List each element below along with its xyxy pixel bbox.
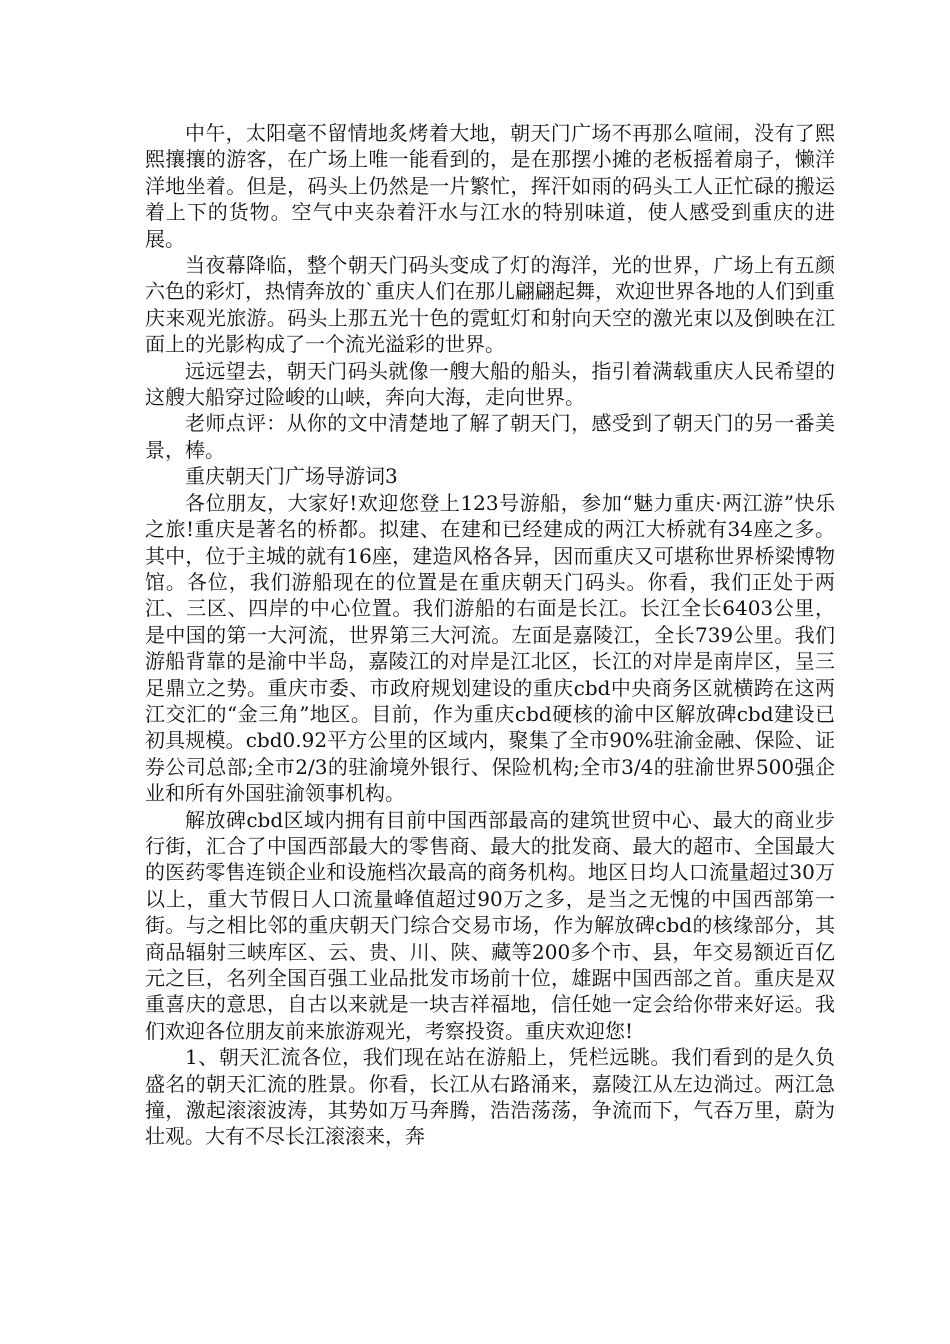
paragraph-noon: 中午，太阳毫不留情地炙烤着大地，朝天门广场不再那么喧闹，没有了熙熙攘攘的游客，在广场上唯一能看到的，是在那摆小摊的老板摇着扇子，懒洋洋地坐着。但是，码头上仍然是一片繁忙，挥汗如雨的码头工人正忙碌的搬运着上下的货物。空气中夹杂着汗水与江水的特别味道，使人感受到重庆的进展。	[145, 121, 835, 251]
paragraph-jiefangbei: 解放碑cbd区域内拥有目前中国西部最高的建筑世贸中心、最大的商业步行街，汇合了中国西部最大的零售商、最大的批发商、最大的超市、全国最大的医药零售连锁企业和设施档次最高的商务机构。地区日均人口流量超过30万以上，重大节假日人口流量峰值超过90万之多，是当之无愧的中国西部第一街。与之相比邻的重庆朝天门综合交易市场，作为解放碑cbd的核缘部分，其商品辐射三峡库区、云、贵、川、陕、藏等200多个市、县，年交易额近百亿元之巨，名列全国百强工业品批发市场前十位，雄踞中国西部之首。重庆是双重喜庆的意思，自古以来就是一块吉祥福地，信任她一定会给你带来好运。我们欢迎各位朋友前来旅游观光，考察投资。重庆欢迎您!	[145, 807, 835, 1043]
paragraph-distance: 远远望去，朝天门码头就像一艘大船的船头，指引着满载重庆人民希望的这艘大船穿过险峻的山峡，奔向大海，走向世界。	[145, 358, 835, 410]
paragraph-night: 当夜幕降临，整个朝天门码头变成了灯的海洋，光的世界，广场上有五颜六色的彩灯，热情奔放的`重庆人们在那儿翩翩起舞，欢迎世界各地的人们到重庆来观光旅游。码头上那五光十色的霓虹灯和射向天空的激光束以及倒映在江面上的光影构成了一个流光溢彩的世界。	[145, 253, 835, 357]
paragraph-chaotian-confluence: 1、朝天汇流各位，我们现在站在游船上，凭栏远眺。我们看到的是久负盛名的朝天汇流的胜景。你看，长江从右路涌来，嘉陵江从左边淌过。两江急撞，激起滚滚波涛，其势如万马奔腾，浩浩荡荡，争流而下，气吞万里，蔚为壮观。大有不尽长江滚滚来，奔	[145, 1045, 835, 1149]
document-page	[145, 120, 835, 1150]
section-heading: 重庆朝天门广场导游词3	[185, 464, 398, 489]
paragraph-teacher-comment: 老师点评：从你的文中清楚地了解了朝天门，感受到了朝天门的另一番美景，棒。	[145, 411, 835, 462]
paragraph-welcome: 各位朋友，大家好!欢迎您登上123号游船，参加“魅力重庆·两江游”快乐之旅!重庆是著名的桥都。拟建、在建和已经建成的两江大桥就有34座之多。其中，位于主城的就有16座，建造风格各异，因而重庆又可堪称世界桥梁博物馆。各位，我们游船现在的位置是在重庆朝天门码头。你看，我们正处于两江、三区、四岸的中心位置。我们游船的右面是长江。长江全长6403公里，是中国的第一大河流，世界第三大河流。左面是嘉陵江，全长739公里。我们游船背靠的是渝中半岛，嘉陵江的对岸是江北区，长江的对岸是南岸区，呈三足鼎立之势。重庆市委、市政府规划建设的重庆cbd中央商务区就横跨在这两江交汇的“金三角”地区。目前，作为重庆cbd硬核的渝中区解放碑cbd建设已初具规模。cbd0.92平方公里的区域内，聚集了全市90%驻渝金融、保险、证券公司总部;全市2/3的驻渝境外银行、保险机构;全市3/4的驻渝世界500强企业和所有外国驻渝领事机构。	[145, 490, 835, 806]
